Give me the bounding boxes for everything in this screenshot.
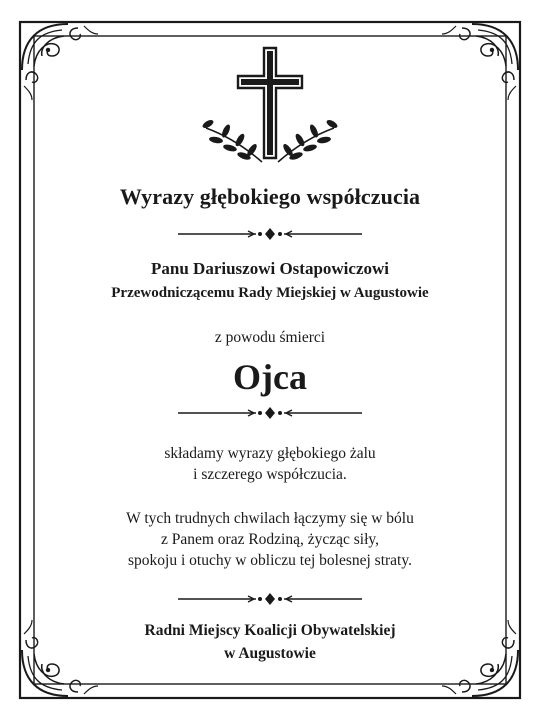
message-paragraph-1 bbox=[0, 443, 540, 485]
signature-line: w Augustowie bbox=[224, 645, 316, 662]
signature-line: Radni Miejscy Koalicji Obywatelskiej bbox=[144, 622, 396, 639]
message-line: składamy wyrazy głębokiego żalu bbox=[164, 445, 376, 462]
heading: Wyrazy głębokiego współczucia bbox=[119, 184, 421, 209]
deceased-name: Ojca bbox=[233, 357, 307, 397]
signature bbox=[0, 619, 540, 665]
message-paragraph-2 bbox=[0, 508, 540, 571]
message-line: z Panem oraz Rodziną, życząc siły, bbox=[160, 531, 380, 548]
message-line: spokoju i otuchy w obliczu tej bolesnej straty. bbox=[128, 552, 412, 569]
message-line: i szczerego współczucia. bbox=[193, 466, 347, 483]
recipient-title: Przewodniczącemu Rady Miejskiej w Augustowie bbox=[111, 285, 429, 301]
recipient-name: Panu Dariuszowi Ostapowiczowi bbox=[151, 259, 389, 278]
message-line: W tych trudnych chwilach łączymy się w bólu bbox=[126, 510, 414, 527]
reason-text: z powodu śmierci bbox=[214, 329, 326, 346]
